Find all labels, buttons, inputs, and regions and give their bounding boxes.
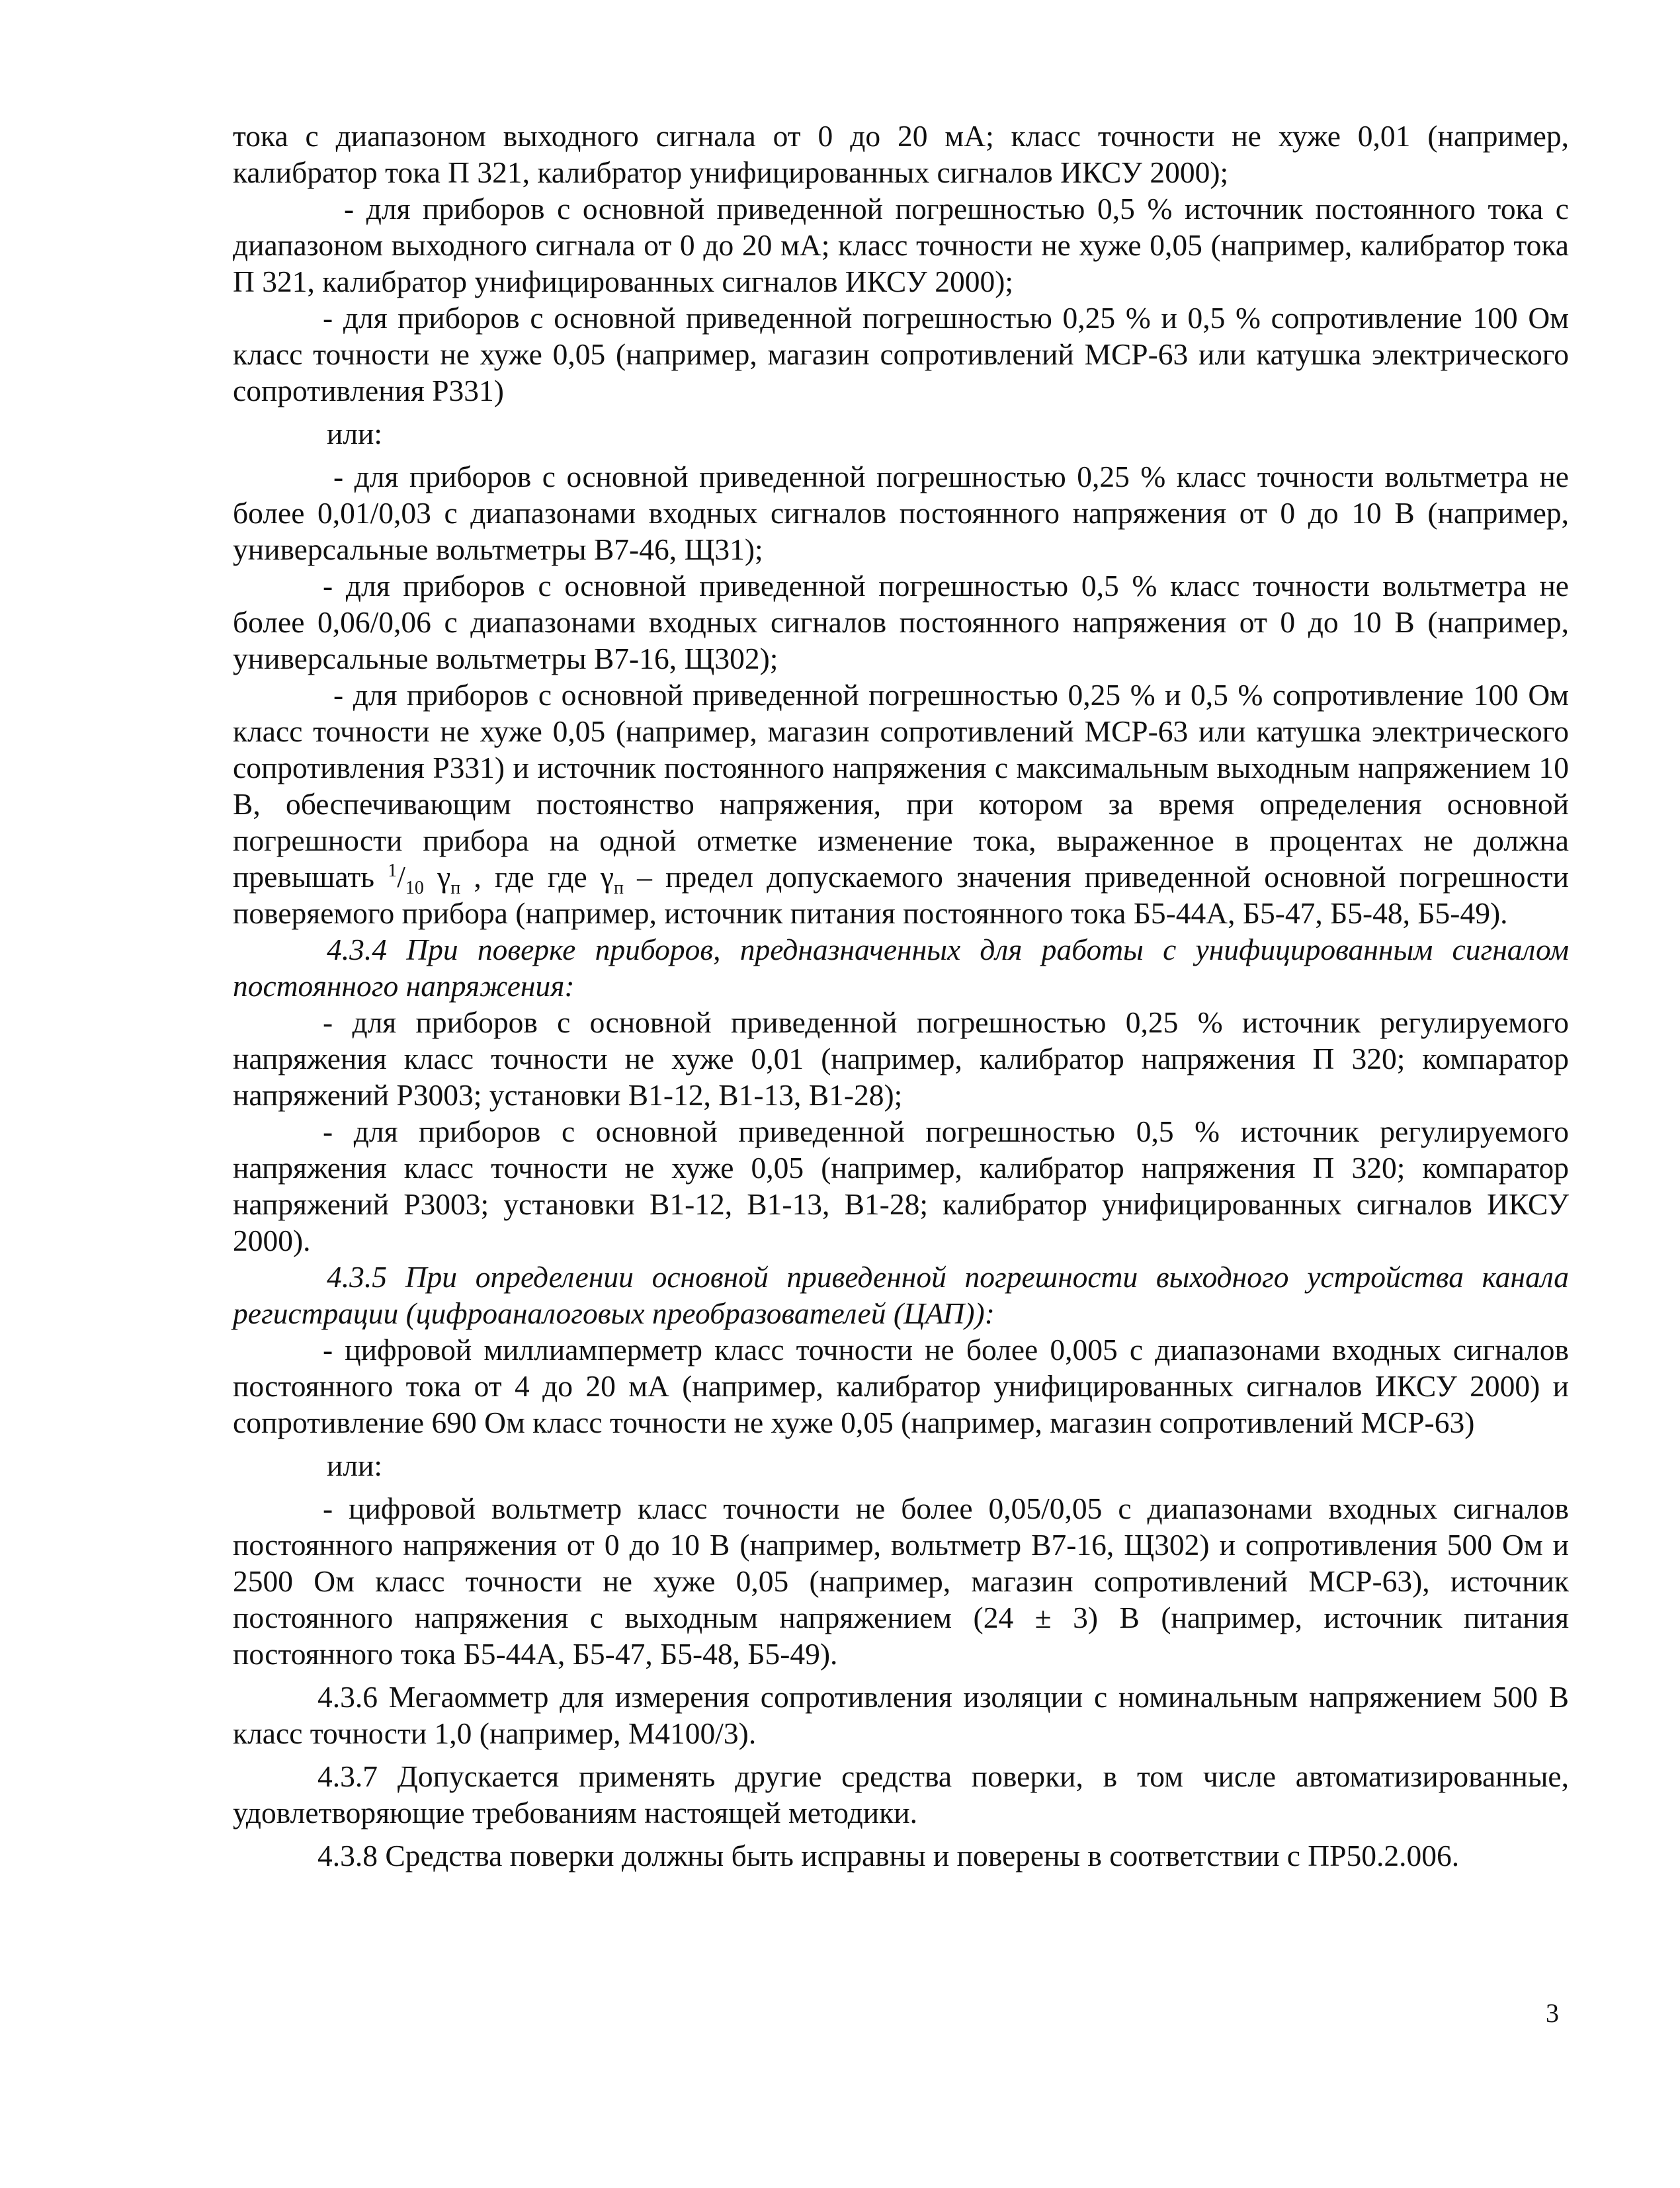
gamma-symbol: γ <box>600 860 614 894</box>
fraction-numerator: 1 <box>388 860 398 881</box>
paragraph-4-3-7: 4.3.7 Допускается применять другие средства поверки, в том числе автоматизированные, удовлетворяющие требованиям настоящей методики. <box>233 1759 1569 1830</box>
paragraph-current-source-001: тока с диапазоном выходного сигнала от 0 до 20 мА; класс точности не хуже 0,01 (например, калибратор тока П 321, калибратор унифицированных сигналов ИКСУ 2000); <box>233 119 1569 189</box>
gamma-symbol: γ <box>437 860 451 894</box>
section-heading-4-3-4: 4.3.4 При поверке приборов, предназначенных для работы с унифицированным сигналом постоянного напряжения: <box>233 933 1569 1003</box>
paragraph-voltmeter-006: - для приборов с основной приведенной погрешностью 0,5 % класс точности вольтметра не более 0,06/0,06 с диапазонами входных сигналов постоянного напряжения от 0 до 10 В (например, универсальные вольтметры В7-16, Щ302); <box>233 569 1569 675</box>
paragraph-resistance-and-voltage-source: - для приборов с основной приведенной погрешностью 0,25 % и 0,5 % сопротивление 100 Ом класс точности не хуже 0,05 (например, магазин сопротивлений МСР-63 или катушка электрического сопротивления Р331) и источник постоянного напряжения с максимальным выходным напряжением 10 В, обеспечивающим постоянство напряжения, при котором за время определения основной погрешности прибора на одной отметке изменение тока, выраженное в процентах не должна превышать $^1/_{10}$ $\gamma_п$ , где где $\gamma_п$ – предел допускаемого значения приведенной основной погрешности поверяемого прибора (например, источник питания постоянного тока Б5-44А, Б5-47, Б5-48, Б5-49). <box>233 678 1570 930</box>
text-segment: - для приборов с основной приведенной погрешностью 0,25 % и 0,5 % сопротивление 100 Ом класс точности не хуже 0,05 (например, магазин сопротивлений МСР-63 или катушка электрического сопротивления Р331) и источник постоянного напряжения с максимальным выходным напряжением 10 В, обеспечивающим постоянство напряжения, при котором за время определения основной погрешности прибора на одной отметке изменение тока, выраженное в процентах не должна превышать <box>233 678 1569 894</box>
paragraph-voltage-source-005: - для приборов с основной приведенной погрешностью 0,5 % источник регулируемого напряжения класс точности не хуже 0,05 (например, калибратор напряжения П 320; компаратор напряжений Р3003; установки В1-12, В1-13, В1-28; калибратор унифицированных сигналов ИКСУ 2000). <box>233 1115 1569 1257</box>
document-body <box>233 118 1569 1874</box>
or-label: или: <box>327 1449 383 1482</box>
paragraph-digital-voltmeter: - цифровой вольтметр класс точности не более 0,05/0,05 с диапазонами входных сигналов постоянного напряжения от 0 до 10 В (например, вольтметр В7-16, Щ302) и сопротивления 500 Ом и 2500 Ом класс точности не хуже 0,05 (например, магазин сопротивлений МСР-63), источник постоянного напряжения с выходным напряжением (24 ± 3) В (например, источник питания постоянного тока Б5-44А, Б5-47, Б5-48, Б5-49). <box>233 1492 1569 1671</box>
gamma-subscript: п <box>450 878 461 899</box>
fraction-denominator: 10 <box>405 878 424 899</box>
paragraph-4-3-8: 4.3.8 Средства поверки должны быть исправны и поверены в соответствии с ПР50.2.006. <box>317 1839 1460 1872</box>
paragraph-milliammeter: - цифровой миллиамперметр класс точности не более 0,005 с диапазонами входных сигналов постоянного тока от 4 до 20 мА (например, калибратор унифицированных сигналов ИКСУ 2000) и сопротивление 690 Ом класс точности не хуже 0,05 (например, магазин сопротивлений МСР-63) <box>233 1333 1569 1439</box>
paragraph-current-source-005: - для приборов с основной приведенной погрешностью 0,5 % источник постоянного тока с диапазоном выходного сигнала от 0 до 20 мА; класс точности не хуже 0,05 (например, калибратор тока П 321, калибратор унифицированных сигналов ИКСУ 2000); <box>233 192 1569 298</box>
paragraph-4-3-6: 4.3.6 Мегаомметр для измерения сопротивления изоляции с номинальным напряжением 500 В класс точности 1,0 (например, М4100/3). <box>233 1680 1569 1750</box>
or-label: или: <box>327 417 383 450</box>
paragraph-voltmeter-001: - для приборов с основной приведенной погрешностью 0,25 % класс точности вольтметра не более 0,01/0,03 с диапазонами входных сигналов постоянного напряжения от 0 до 10 В (например, универсальные вольтметры В7-46, Щ31); <box>233 460 1569 566</box>
paragraph-voltage-source-001: - для приборов с основной приведенной погрешностью 0,25 % источник регулируемого напряжения класс точности не хуже 0,01 (например, калибратор напряжения П 320; компаратор напряжений Р3003; установки В1-12, В1-13, В1-28); <box>233 1005 1569 1112</box>
section-heading-4-3-5: 4.3.5 При определении основной приведенной погрешности выходного устройства канала регистрации (цифроаналоговых преобразователей (ЦАП)): <box>233 1260 1569 1330</box>
text-segment: – предел допускаемого значения приведенной основной погрешности поверяемого прибора (например, источник питания постоянного тока Б5-44А, Б5-47, Б5-48, Б5-49). <box>233 860 1570 930</box>
paragraph-resistance-100-ohm: - для приборов с основной приведенной погрешностью 0,25 % и 0,5 % сопротивление 100 Ом класс точности не хуже 0,05 (например, магазин сопротивлений МСР-63 или катушка электрического сопротивления Р331) <box>233 301 1569 407</box>
text-segment: , где где <box>474 860 601 894</box>
page-number: 3 <box>1546 1998 1559 2028</box>
gamma-subscript: п <box>613 878 624 899</box>
